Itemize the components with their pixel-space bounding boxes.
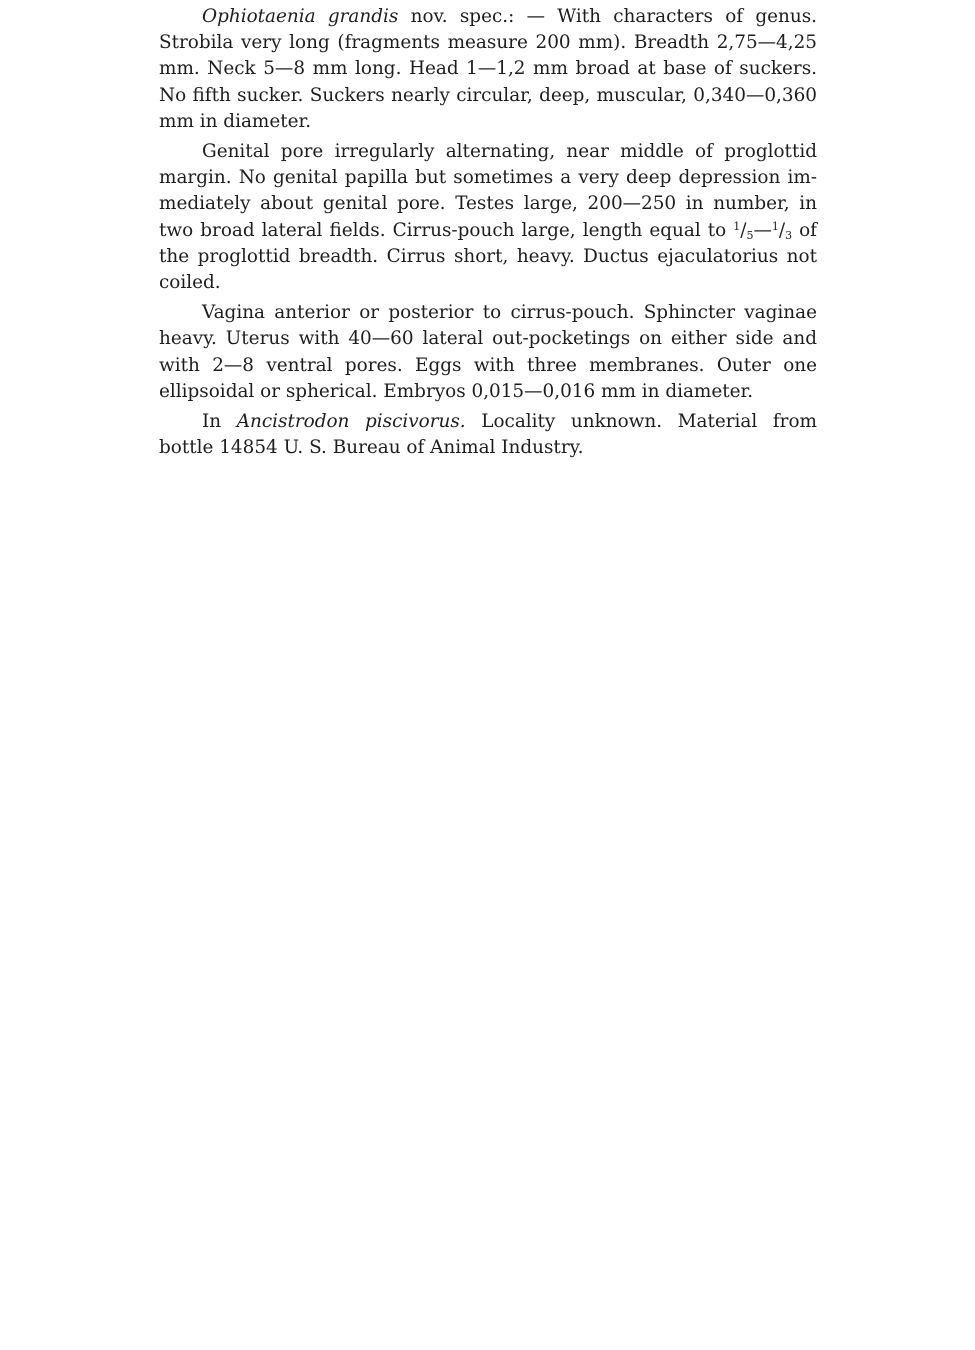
host-name: Ancistrodon piscivorus. [236,411,466,433]
fraction-dash: — [753,219,772,241]
fraction-numerator: 1 [771,219,779,233]
fraction-denominator: 3 [785,228,793,242]
genital-anatomy-text-start: Genital pore irregularly alternating, near middle of proglottid margin. No genital papilla but sometimes a very deep depression immediately about genital pore. Testes large, 200—250 in number, in two broad lateral fields. Cirrus-pouch large, length equal to [159,141,817,241]
genital-anatomy-paragraph [159,139,817,296]
document-page [159,4,817,461]
host-prefix: In [202,411,237,433]
fraction-one-fifth: $^1/_5$ [733,219,754,242]
species-description-paragraph [159,4,817,135]
fraction-numerator: 1 [733,219,741,233]
host-locality-paragraph [159,409,817,461]
fraction-denominator: 5 [746,228,754,242]
fraction-one-third: $^1/_3$ [771,219,793,242]
vagina-uterus-paragraph [159,300,817,405]
host-locality-text: Locality unknown. Material from bottle 14854 U. S. Bureau of Animal Industry. [159,411,817,459]
species-name: Ophiotaenia grandis [202,6,399,27]
species-description-text: nov. spec.: — With characters of genus. Strobila very long (fragments measure 200 mm). Breadth 2,75—4,25 mm. Neck 5—8 mm long. Head 1—1,2 mm broad at base of suckers. No fifth sucker. Suckers nearly circular, deep, muscular, 0,340—0,360 mm in diameter. [159,6,817,132]
vagina-uterus-text: Vagina anterior or posterior to cirrus-pouch. Sphincter vaginae heavy. Uterus with 40—60 lateral out-pocketings on either side and with 2—8 ventral pores. Eggs with three membranes. Outer one ellipsoidal or spherical. Embryos 0,015—0,016 mm in diameter. [159,302,817,402]
genital-anatomy-text-end: of the proglottid breadth. Cirrus short, heavy. Ductus ejaculatorius not coiled. [159,219,817,294]
